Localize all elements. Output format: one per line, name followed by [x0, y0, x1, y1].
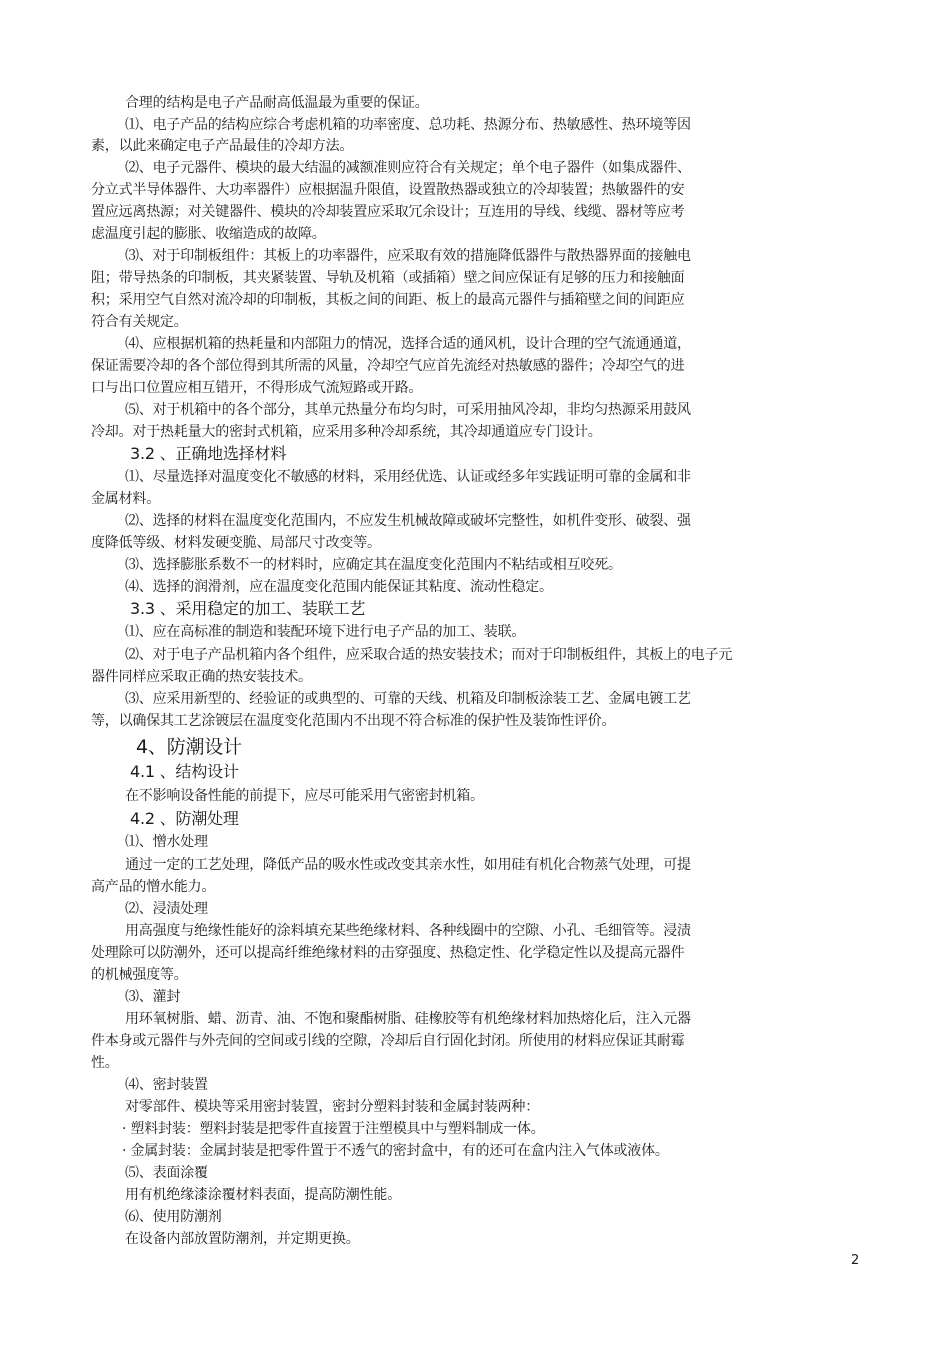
- section-heading: 3.3 、采用稳定的加工、装联工艺: [130, 599, 366, 618]
- paragraph-line: 的机械强度等。: [91, 967, 188, 983]
- paragraph-line: 用高强度与绝缘性能好的涂料填充某些绝缘材料、各种线圈中的空隙、小孔、毛细管等。浸渍: [125, 923, 691, 939]
- paragraph-line: 符合有关规定。: [91, 314, 188, 330]
- paragraph-line: ⑴、憎水处理: [125, 834, 208, 850]
- paragraph-line: ⑵、电子元器件、模块的最大结温的减额准则应符合有关规定；单个电子器件（如集成器件、: [125, 160, 691, 176]
- paragraph-line: ⑷、应根据机箱的热耗量和内部阻力的情况，选择合适的通风机，设计合理的空气流通通道，: [125, 336, 691, 352]
- paragraph-line: ⑶、应采用新型的、经验证的或典型的、可靠的天线、机箱及印制板涂装工艺、金属电镀工艺: [125, 691, 691, 707]
- paragraph-line: ⑶、选择膨胀系数不一的材料时，应确定其在温度变化范围内不粘结或相互咬死。: [125, 557, 622, 573]
- bullet-item: · 塑料封装：塑料封装是把零件直接置于注塑模具中与塑料制成一体。: [122, 1121, 545, 1137]
- paragraph-line: 虑温度引起的膨胀、收缩造成的故障。: [91, 226, 326, 242]
- paragraph-line: ⑹、使用防潮剂: [125, 1209, 222, 1225]
- paragraph-line: 等，以确保其工艺涂镀层在温度变化范围内不出现不符合标准的保护性及装饰性评价。: [91, 713, 616, 729]
- paragraph-line: ⑶、对于印制板组件：其板上的功率器件，应采取有效的措施降低器件与散热器界面的接触电: [125, 248, 691, 264]
- paragraph-line: ⑵、对于电子产品机箱内各个组件，应采取合适的热安装技术；而对于印制板组件，其板上的电子元: [125, 647, 733, 663]
- paragraph-line: 处理除可以防潮外，还可以提高纤维绝缘材料的击穿强度、热稳定性、化学稳定性以及提高元器件: [91, 945, 685, 961]
- paragraph-line: 高产品的憎水能力。: [91, 879, 216, 895]
- paragraph-line: ⑶、灌封: [125, 989, 181, 1005]
- paragraph-line: 阻；带导热条的印制板，其夹紧装置、导轨及机箱（或插箱）壁之间应保证有足够的压力和接触面: [91, 270, 685, 286]
- paragraph-line: 保证需要冷却的各个部位得到其所需的风量，冷却空气应首先流经对热敏感的器件；冷却空气的进: [91, 358, 685, 374]
- paragraph-line: ⑵、选择的材料在温度变化范围内，不应发生机械故障或破坏完整性，如机件变形、破裂、强: [125, 513, 691, 529]
- paragraph-line: ⑴、应在高标准的制造和装配环境下进行电子产品的加工、装联。: [125, 624, 526, 640]
- paragraph-line: 口与出口位置应相互错开，不得形成气流短路或开路。: [91, 380, 423, 396]
- paragraph-line: ⑸、表面涂覆: [125, 1165, 208, 1181]
- page-number: 2: [851, 1253, 860, 1268]
- paragraph-line: 件本身或元器件与外壳间的空间或引线的空隙，冷却后自行固化封闭。所使用的材料应保证其耐霉: [91, 1033, 685, 1049]
- paragraph-line: 分立式半导体器件、大功率器件）应根据温升限值，设置散热器或独立的冷却装置；热敏器件的安: [91, 182, 685, 198]
- section-heading: 3.2 、正确地选择材料: [130, 444, 287, 463]
- paragraph-line: 置应远离热源；对关键器件、模块的冷却装置应采取冗余设计；互连用的导线、线缆、器材等应考: [91, 204, 685, 220]
- paragraph-line: 用有机绝缘漆涂覆材料表面，提高防潮性能。: [125, 1187, 401, 1203]
- paragraph-line: 通过一定的工艺处理，降低产品的吸水性或改变其亲水性，如用硅有机化合物蒸气处理，可提: [125, 857, 691, 873]
- paragraph-line: 器件同样应采取正确的热安装技术。: [91, 669, 312, 685]
- paragraph-line: ⑷、密封装置: [125, 1077, 208, 1093]
- paragraph-line: ⑷、选择的润滑剂，应在温度变化范围内能保证其粘度、流动性稳定。: [125, 579, 553, 595]
- chapter-heading: 4、防潮设计: [136, 736, 242, 758]
- paragraph-line: 性。: [91, 1055, 119, 1071]
- paragraph-line: ⑴、尽量选择对温度变化不敏感的材料，采用经优选、认证或经多年实践证明可靠的金属和非: [125, 469, 691, 485]
- section-heading: 4.1 、结构设计: [130, 762, 239, 781]
- paragraph-line: ⑵、浸渍处理: [125, 901, 208, 917]
- paragraph-line: 用环氧树脂、蜡、沥青、油、不饱和聚酯树脂、硅橡胶等有机绝缘材料加热熔化后，注入元器: [125, 1011, 691, 1027]
- paragraph-line: 金属材料。: [91, 491, 160, 507]
- paragraph-line: 素，以此来确定电子产品最佳的冷却方法。: [91, 138, 354, 154]
- paragraph-line: 度降低等级、材料发硬变脆、局部尺寸改变等。: [91, 535, 381, 551]
- section-heading: 4.2 、防潮处理: [130, 809, 239, 828]
- paragraph-line: 在不影响设备性能的前提下，应尽可能采用气密密封机箱。: [125, 788, 484, 804]
- bullet-item: · 金属封装：金属封装是把零件置于不透气的密封盒中，有的还可在盒内注入气体或液体。: [122, 1143, 669, 1159]
- paragraph-line: 积；采用空气自然对流冷却的印制板，其板之间的间距、板上的最高元器件与插箱壁之间的间距应: [91, 292, 685, 308]
- paragraph-line: 合理的结构是电子产品耐高低温最为重要的保证。: [125, 95, 429, 111]
- paragraph-line: ⑴、电子产品的结构应综合考虑机箱的功率密度、总功耗、热源分布、热敏感性、热环境等因: [125, 117, 691, 133]
- paragraph-line: 在设备内部放置防潮剂，并定期更换。: [125, 1231, 360, 1247]
- paragraph-line: 对零部件、模块等采用密封装置，密封分塑料封装和金属封装两种：: [125, 1099, 539, 1115]
- paragraph-line: 冷却。对于热耗量大的密封式机箱，应采用多种冷却系统，其冷却通道应专门设计。: [91, 424, 602, 440]
- paragraph-line: ⑸、对于机箱中的各个部分，其单元热量分布均匀时，可采用抽风冷却，非均匀热源采用鼓风: [125, 402, 691, 418]
